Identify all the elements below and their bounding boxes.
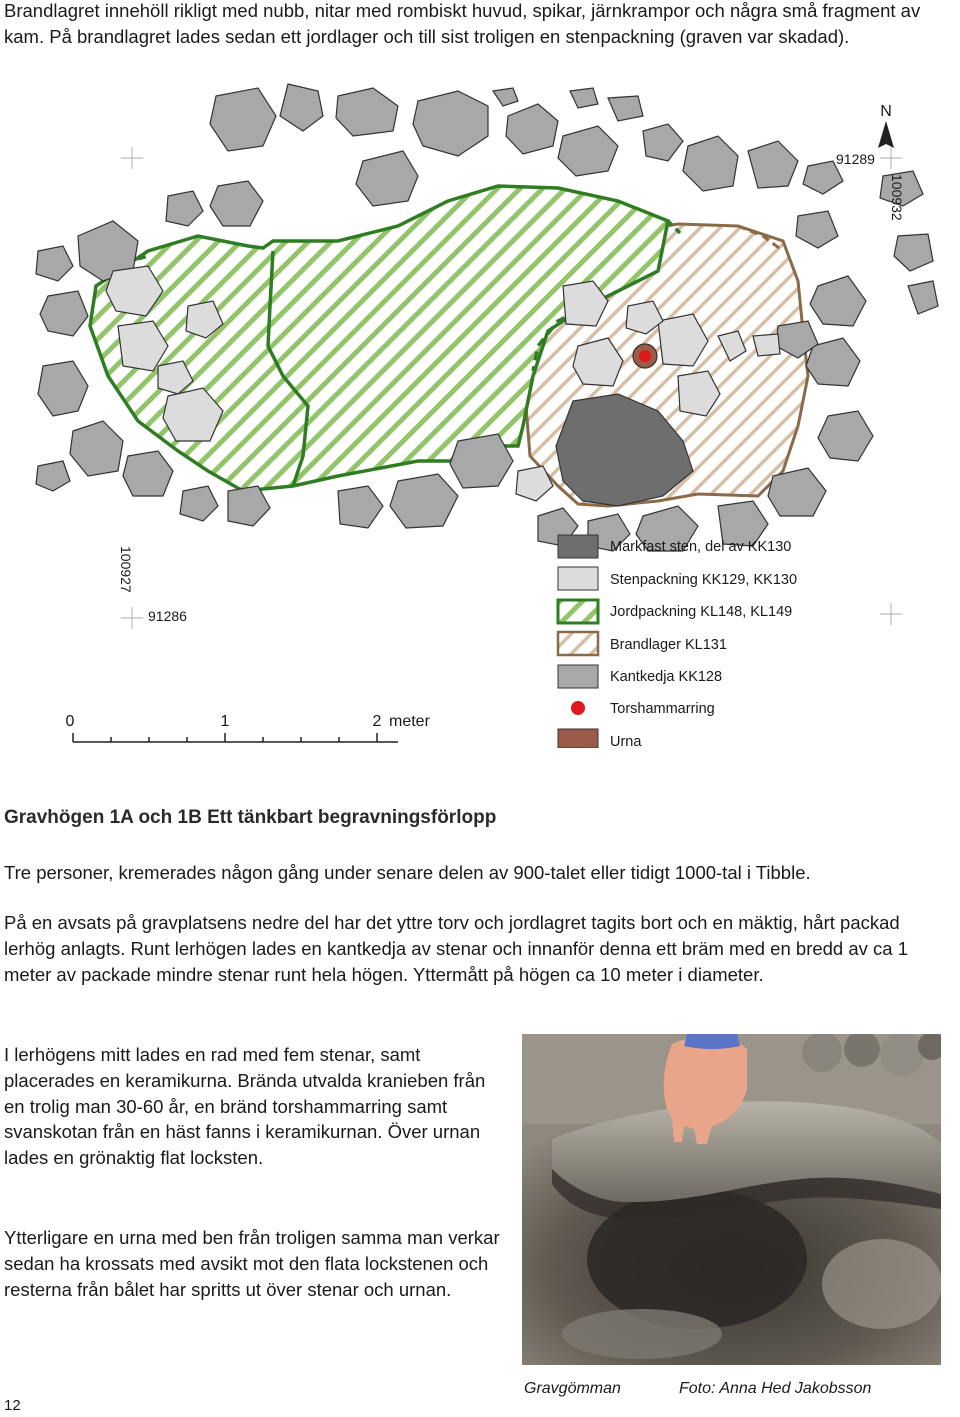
- coord-bottom-left-x: 91286: [148, 608, 187, 624]
- svg-text:0: 0: [65, 713, 75, 730]
- legend-swatch-jordpackning: [558, 600, 598, 623]
- map-legend: [558, 535, 797, 748]
- svg-text:1: 1: [220, 713, 230, 730]
- legend-label-jordpackning: Jordpackning KL148, KL149: [610, 604, 793, 620]
- legend-swatch-torshammarring: [571, 701, 585, 715]
- legend-label-urna: Urna: [610, 734, 642, 748]
- excavation-plan-map: [18, 76, 942, 748]
- photo-caption-title: Gravgömman: [524, 1380, 621, 1397]
- coord-bottom-left-y: 100927: [118, 546, 134, 593]
- paragraph-2: På en avsats på gravplatsens nedre del har det yttre torv och jordlagret tagits bort och en mäktig, hårt packad lerhög anlagts. Runt lerhögen lades en kantkedja av stenar och innanför denna ett bräm med en bredd av ca 1 meter av packade mindre stenar runt hela högen. Yttermått på högen ca 10 meter i diameter.: [4, 912, 909, 985]
- scale-bar: [66, 713, 431, 742]
- legend-swatch-urna: [558, 729, 598, 748]
- paragraph-1: Tre personer, kremerades någon gång under senare delen av 900-talet eller tidigt 1000-tal i Tibble.: [4, 862, 811, 883]
- paragraph-3: I lerhögens mitt lades en rad med fem stenar, samt placerades en keramikurna. Brända utvalda kranieben från en trolig man 30-60 år, en bränd torshammarring samt svanskotan från en häst fanns i keramikurnan. Över urnan lades en grönaktig flat locksten.: [4, 1044, 486, 1169]
- legend-label-kantkedja: Kantkedja KK128: [610, 669, 723, 685]
- legend-swatch-brandlager: [558, 632, 598, 655]
- coord-top-right-y: 100932: [889, 174, 905, 221]
- page-number: 12: [4, 1397, 21, 1414]
- svg-text:meter: meter: [389, 713, 430, 730]
- excavation-photo: [522, 1034, 941, 1365]
- legend-label-stenpackning: Stenpackning KK129, KK130: [610, 572, 798, 588]
- legend-swatch-markfast: [558, 535, 598, 558]
- photo-caption-credit: Foto: Anna Hed Jakobsson: [679, 1380, 872, 1397]
- paragraph-4: Ytterligare en urna med ben från troligen samma man verkar sedan ha krossats med avsikt mot den flata lockstenen och resterna från bålet har spritts ut över stenar och urnan.: [4, 1227, 500, 1300]
- legend-swatch-stenpackning: [558, 567, 598, 590]
- legend-label-torshammarring: Torshammarring: [610, 701, 715, 717]
- legend-swatch-kantkedja: [558, 665, 598, 688]
- svg-text:2: 2: [372, 713, 382, 730]
- section-heading: Gravhögen 1A och 1B Ett tänkbart begravningsförlopp: [4, 807, 497, 828]
- legend-label-brandlager: Brandlager KL131: [610, 637, 727, 653]
- torshammarring-marker: [639, 350, 651, 362]
- intro-paragraph: Brandlagret innehöll rikligt med nubb, nitar med rombiskt huvud, spikar, järnkrampor och några små fragment av kam. På brandlagret lades sedan ett jordlager och till sist troligen en stenpackning (graven var skadad).: [4, 0, 921, 47]
- svg-text:N: N: [880, 103, 892, 120]
- legend-label-markfast: Markfast sten, del av KK130: [610, 539, 792, 555]
- coord-top-right-x: 91289: [836, 151, 875, 167]
- north-arrow-icon: [878, 103, 894, 148]
